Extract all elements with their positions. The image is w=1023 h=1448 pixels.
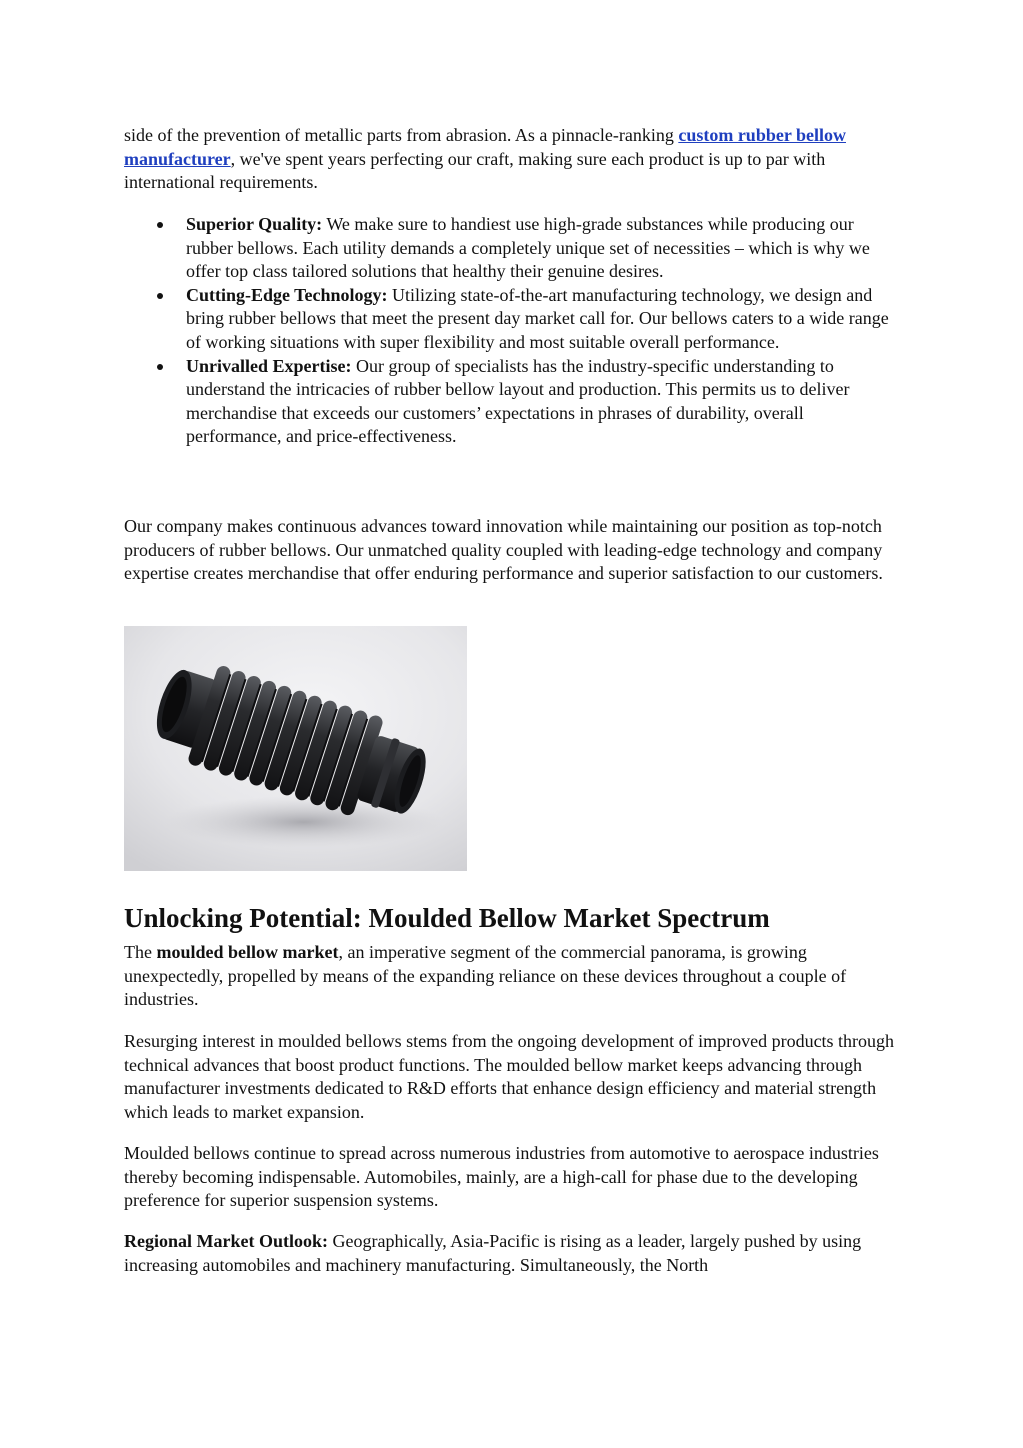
p2-text: Resurging interest in moulded bellows stems from the ongoing development of improved products through technical advances that boost product functions. The moulded bellow market keeps advancing through manufacturer investments dedicated to R&D efforts that enhance design efficiency and material strength which leads to market expansion. (124, 1031, 895, 1122)
p1-bold-term: moulded bellow market (156, 942, 339, 962)
intro-text-after-link: , we've spent years perfecting our craft, making sure each product is up to par with international requirements. (124, 148, 826, 193)
p3-text: Moulded bellows continue to spread across numerous industries from automotive to aerospace industries thereby becoming indispensable. Automobiles, mainly, are a high-call for phase due to the developing preference for superior suspension systems. (124, 1143, 879, 1211)
bullet-text: Utilizing state-of-the-art manufacturing technology, we design and bring rubber bellows that meet the present day market call for. Our bellows caters to a wide range of working situations with super flexibility and most suitable overall performance. (186, 284, 889, 352)
section-heading-wrap (124, 902, 900, 934)
bullet-title: Unrivalled Expertise: (186, 355, 352, 376)
list-item (124, 355, 900, 449)
section-paragraph-2 (124, 1030, 900, 1124)
bullet-title: Superior Quality: (186, 214, 323, 234)
company-paragraph (124, 515, 900, 586)
bullet-icon (157, 293, 163, 299)
p4-text: Geographically, Asia-Pacific is rising as a leader, largely pushed by using increasing automobiles and machinery manufacturing. Simultaneously, the North (124, 1231, 862, 1275)
section-paragraph-3 (124, 1142, 900, 1213)
p4-bold-label: Regional Market Outlook: (124, 1231, 328, 1251)
section-heading: Unlocking Potential: Moulded Bellow Market Spectrum (124, 903, 770, 933)
custom-rubber-bellow-link[interactable]: custom rubber bellow manufacturer (124, 125, 846, 169)
section-paragraph-1 (124, 941, 900, 1012)
p1-text-before: The (124, 942, 157, 962)
list-item (124, 213, 900, 284)
bullet-icon (157, 364, 163, 370)
p1-text-after: , an imperative segment of the commercial panorama, is growing unexpectedly, propelled by means of the expanding reliance on these devices throughout a couple of industries. (124, 942, 847, 1010)
section-paragraph-4 (124, 1230, 900, 1277)
bullet-text: We make sure to handiest use high-grade substances while producing our rubber bellows. Each utility demands a completely unique set of necessities – which is why we offer top class tailored solutions that healthy their genuine desires. (186, 214, 870, 282)
list-item (124, 284, 900, 355)
intro-text-before-link: side of the prevention of metallic parts from abrasion. As a pinnacle-ranking (124, 125, 679, 145)
bullet-icon (157, 222, 163, 228)
rubber-bellow-photo (124, 626, 467, 871)
company-paragraph-text: Our company makes continuous advances toward innovation while maintaining our position as top-notch producers of rubber bellows. Our unmatched quality coupled with leading-edge technology and company expertise creates merchandise that offer enduring performance and superior satisfaction to our customers. (124, 516, 883, 584)
features-list (124, 213, 900, 449)
bullet-title: Cutting-Edge Technology: (186, 284, 388, 305)
intro-paragraph (124, 124, 900, 195)
bullet-text: Our group of specialists has the industry-specific understanding to understand the intricacies of rubber bellow layout and production. This permits us to deliver merchandise that exceeds our customers’ expectations in phrases of durability, overall performance, and price-effectiveness. (186, 355, 850, 447)
